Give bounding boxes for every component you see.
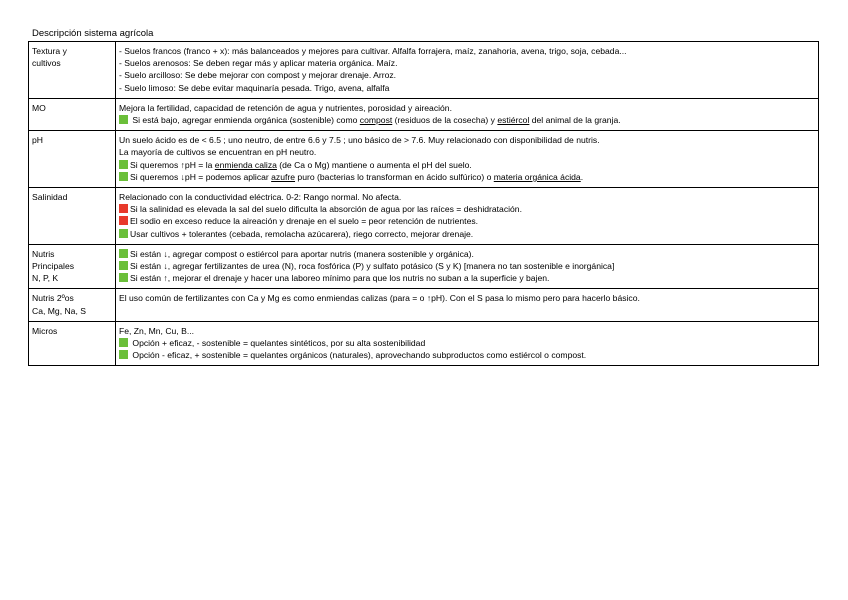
- row-label: [29, 289, 116, 321]
- row-label: [29, 98, 116, 130]
- green-square-icon: [119, 229, 128, 238]
- content-line: Si queremos ↑pH = la enmienda caliza (de Ca o Mg) mantiene o aumenta el pH del suelo.: [119, 159, 815, 171]
- green-square-icon: [119, 261, 128, 270]
- green-square-icon: [119, 273, 128, 282]
- content-line: Si queremos ↓pH = podemos aplicar azufre puro (bacterias lo transforman en ácido sulfúrico) o materia orgánica ácida.: [119, 171, 815, 183]
- content-line: Si están ↑, mejorar el drenaje y hacer una laboreo mínimo para que los nutris no suban a la superficie y bajen.: [119, 272, 815, 284]
- content-line: Si están ↓, agregar compost o estiércol para aportar nutris (manera sostenible y orgánica).: [119, 248, 815, 260]
- label-line: pH: [32, 135, 43, 146]
- green-square-icon: [119, 115, 128, 124]
- link-enmienda-caliza: enmienda caliza: [214, 159, 277, 170]
- link-materia-organica-acida: materia orgánica ácida: [493, 171, 581, 182]
- red-square-icon: [119, 216, 128, 225]
- table-row: [29, 188, 819, 245]
- row-label: [29, 131, 116, 188]
- table-row: [29, 42, 819, 99]
- row-content: [116, 188, 819, 245]
- label-line: N, P, K: [32, 273, 59, 284]
- content-line: Opción - eficaz, + sostenible = quelantes orgánicos (naturales), aprovechando subproductos como estiércol o compost.: [119, 349, 815, 361]
- content-line: Opción + eficaz, - sostenible = quelantes sintéticos, por su alta sostenibilidad: [119, 337, 815, 349]
- table-row: [29, 244, 819, 289]
- row-label: [29, 244, 116, 289]
- row-label: [29, 188, 116, 245]
- link-estiercol: estiércol: [497, 115, 530, 126]
- content-line: - Suelo limoso: Se debe evitar maquinaría pesada. Trigo, avena, alfalfa: [119, 82, 390, 93]
- content-line: Relacionado con la conductividad eléctrica. 0-2: Rango normal. No afecta.: [119, 192, 402, 203]
- label-line: MO: [32, 102, 46, 113]
- content-line: Fe, Zn, Mn, Cu, B...: [119, 325, 194, 336]
- agri-table: [28, 41, 819, 366]
- content-line: Si está bajo, agregar enmienda orgánica (sostenible) como compost (residuos de la cosecha) y estiércol del animal de la granja.: [119, 114, 815, 126]
- content-line: El uso común de fertilizantes con Ca y Mg es como enmiendas calizas (para = o ↑pH). Con el S pasa lo mismo pero para hacerlo básico.: [119, 293, 640, 304]
- row-content: [116, 131, 819, 188]
- content-line: El sodio en exceso reduce la aireación y drenaje en el suelo = peor retención de nutrientes.: [119, 215, 815, 227]
- label-line: cultivos: [32, 58, 61, 69]
- green-square-icon: [119, 160, 128, 169]
- content-line: Mejora la fertilidad, capacidad de retención de agua y nutrientes, porosidad y aireación.: [119, 102, 452, 113]
- content-line: Usar cultivos + tolerantes (cebada, remolacha azúcarera), riego correcto, mejorar drenaje.: [119, 228, 815, 240]
- label-line: Nutris: [32, 248, 55, 259]
- row-content: [116, 321, 819, 366]
- row-label: [29, 321, 116, 366]
- table-row: [29, 321, 819, 366]
- table-row: [29, 289, 819, 321]
- green-square-icon: [119, 338, 128, 347]
- row-label: [29, 42, 116, 99]
- row-content: [116, 244, 819, 289]
- table-row: [29, 98, 819, 130]
- link-compost: compost: [359, 115, 393, 126]
- label-line: Micros: [32, 325, 58, 336]
- row-content: [116, 42, 819, 99]
- green-square-icon: [119, 350, 128, 359]
- content-line: Si la salinidad es elevada la sal del suelo dificulta la absorción de agua por las raíces = deshidratación.: [119, 203, 815, 215]
- label-line: Salinidad: [32, 192, 68, 203]
- label-line: Principales: [32, 261, 75, 272]
- content-line: Si están ↓, agregar fertilizantes de urea (N), roca fosfórica (P) y sulfato potásico (S y K) [manera no tan sostenible e inorgánica]: [119, 260, 815, 272]
- green-square-icon: [119, 172, 128, 181]
- content-line: - Suelos francos (franco + x): más balanceados y mejores para cultivar. Alfalfa forrajera, maíz, zanahoria, avena, trigo, soja, cebada...: [119, 46, 627, 56]
- row-content: [116, 98, 819, 130]
- label-line: Nutris 2ºos: [32, 293, 74, 304]
- content-line: Un suelo ácido es de < 6.5 ; uno neutro, de entre 6.6 y 7.5 ; uno básico de > 7.6. Muy relacionado con disponibilidad de nutris.: [119, 135, 600, 146]
- table-row: [29, 131, 819, 188]
- row-content: [116, 289, 819, 321]
- label-line: Textura y: [32, 46, 67, 56]
- document-title: Descripción sistema agrícola: [32, 28, 154, 39]
- content-line: - Suelos arenosos: Se deben regar más y aplicar materia orgánica. Maíz.: [119, 58, 398, 69]
- green-square-icon: [119, 249, 128, 258]
- content-line: La mayoría de cultivos se encuentran en pH neutro.: [119, 147, 317, 158]
- link-azufre: azufre: [271, 171, 296, 182]
- label-line: Ca, Mg, Na, S: [32, 305, 86, 316]
- content-line: - Suelo arcilloso: Se debe mejorar con compost y mejorar drenaje. Arroz.: [119, 70, 397, 81]
- red-square-icon: [119, 204, 128, 213]
